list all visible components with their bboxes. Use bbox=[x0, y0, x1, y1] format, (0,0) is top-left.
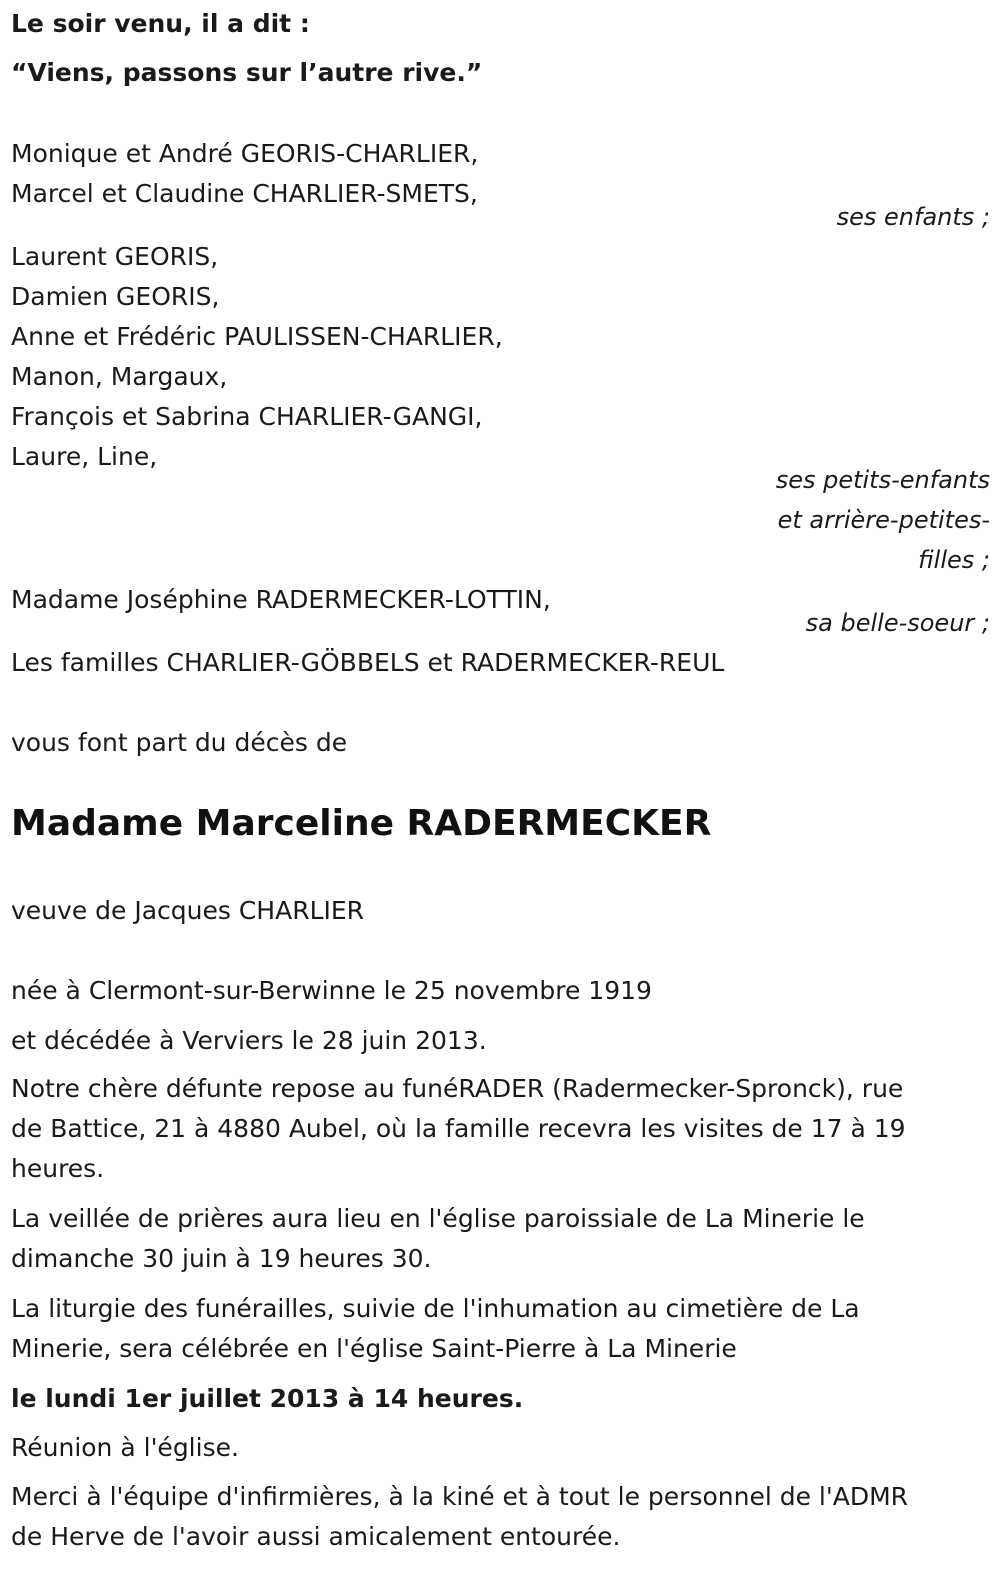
rest-line: heures. bbox=[11, 1154, 105, 1183]
quote-line-1: Le soir venu, il a dit : bbox=[11, 9, 310, 38]
meeting-line: Réunion à l'église. bbox=[11, 1433, 239, 1462]
sister-in-law-name: Madame Joséphine RADERMECKER-LOTTIN, bbox=[11, 585, 551, 614]
grandchild-name: Manon, Margaux, bbox=[11, 362, 228, 391]
grandchild-name: François et Sabrina CHARLIER-GANGI, bbox=[11, 402, 483, 431]
widow-of-line: veuve de Jacques CHARLIER bbox=[11, 896, 365, 925]
death-line: et décédée à Verviers le 28 juin 2013. bbox=[11, 1026, 487, 1055]
birth-line: née à Clermont-sur-Berwinne le 25 novembre 1919 bbox=[11, 976, 652, 1005]
grandchildren-role-line: ses petits-enfants bbox=[775, 466, 990, 494]
vigil-line: dimanche 30 juin à 19 heures 30. bbox=[11, 1244, 432, 1273]
thanks-line: Merci à l'équipe d'infirmières, à la kiné et à tout le personnel de l'ADMR bbox=[11, 1482, 909, 1511]
funeral-date: le lundi 1er juillet 2013 à 14 heures. bbox=[11, 1384, 524, 1413]
quote-line-2: “Viens, passons sur l’autre rive.” bbox=[11, 58, 483, 87]
grandchild-name: Damien GEORIS, bbox=[11, 282, 220, 311]
grandchild-name: Laure, Line, bbox=[11, 442, 158, 471]
child-name: Marcel et Claudine CHARLIER-SMETS, bbox=[11, 179, 478, 208]
children-role: ses enfants ; bbox=[836, 203, 990, 231]
grandchildren-role-line: filles ; bbox=[918, 546, 990, 574]
deceased-name: Madame Marceline RADERMECKER bbox=[11, 803, 712, 844]
liturgy-line: La liturgie des funérailles, suivie de l'inhumation au cimetière de La bbox=[11, 1294, 860, 1323]
grandchildren-role-line: et arrière-petites- bbox=[777, 506, 990, 534]
child-name: Monique et André GEORIS-CHARLIER, bbox=[11, 139, 479, 168]
announce-line: vous font part du décès de bbox=[11, 728, 348, 757]
thanks-line: de Herve de l'avoir aussi amicalement entourée. bbox=[11, 1522, 621, 1551]
sister-in-law-role: sa belle-soeur ; bbox=[805, 609, 990, 637]
liturgy-line: Minerie, sera célébrée en l'église Saint-Pierre à La Minerie bbox=[11, 1334, 737, 1363]
vigil-line: La veillée de prières aura lieu en l'église paroissiale de La Minerie le bbox=[11, 1204, 865, 1233]
rest-line: Notre chère défunte repose au funéRADER (Radermecker-Spronck), rue bbox=[11, 1074, 904, 1103]
grandchild-name: Laurent GEORIS, bbox=[11, 242, 219, 271]
grandchild-name: Anne et Frédéric PAULISSEN-CHARLIER, bbox=[11, 322, 503, 351]
families-line: Les familles CHARLIER-GÖBBELS et RADERMECKER-REUL bbox=[11, 648, 725, 677]
rest-line: de Battice, 21 à 4880 Aubel, où la famille recevra les visites de 17 à 19 bbox=[11, 1114, 906, 1143]
